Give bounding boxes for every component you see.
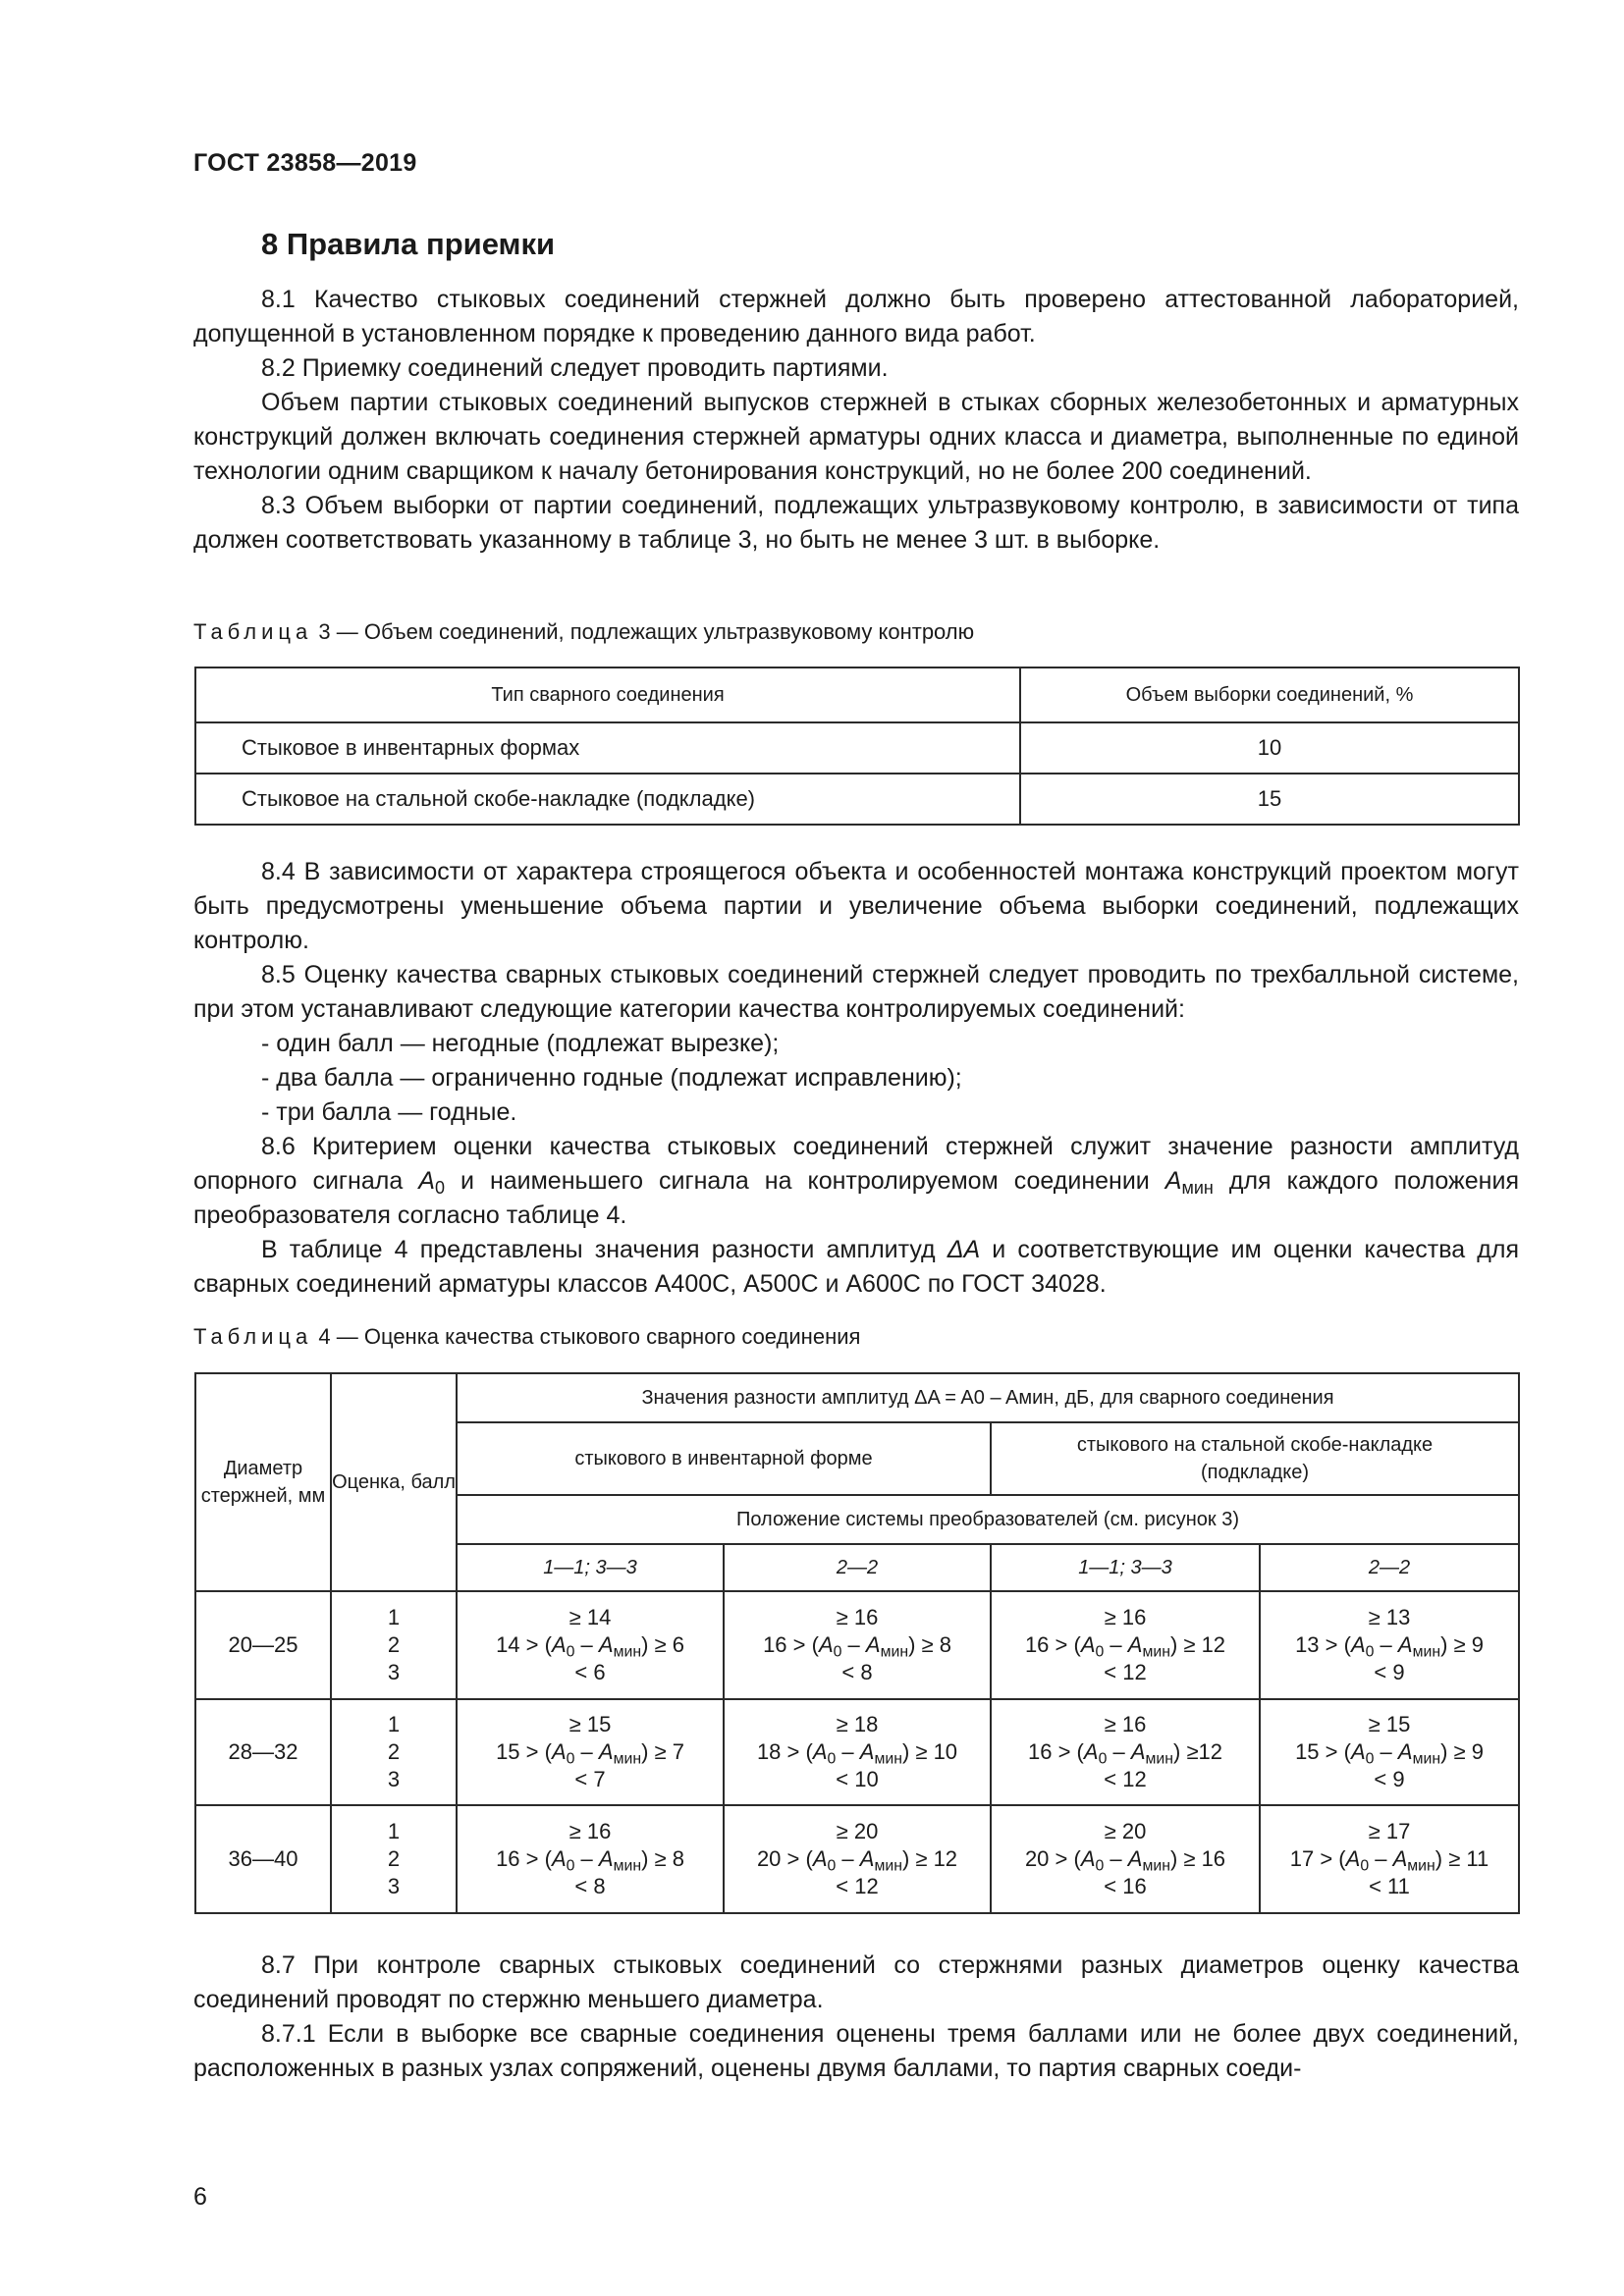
symbol-a0-subscript: 0 <box>1360 1857 1370 1875</box>
paragraph-8-7: 8.7 При контроле сварных стыковых соединений со стержнями разных диаметров оценку качества соединений проводят по стержню меньшего диаметра. <box>193 1951 1519 2013</box>
table-4-cell-criteria <box>1260 1699 1519 1805</box>
table-4-caption <box>193 1324 860 1350</box>
document-code: ГОСТ 23858—2019 <box>193 149 417 177</box>
table-3-cell-value: 15 <box>1020 774 1519 825</box>
criterion-mid-pre: 13 > ( <box>1295 1632 1351 1657</box>
criterion-top: ≥ 20 <box>1104 1819 1147 1843</box>
symbol-a0: A <box>818 1632 834 1657</box>
symbol-amin: A <box>865 1632 881 1657</box>
table-4-header-steel-plate: стыкового на стальной скобе-накладке (подкладке) <box>991 1422 1519 1495</box>
paragraph-8-6-part-c: для каждого положения преобразователя согласно таблице 4. <box>193 1167 1519 1229</box>
symbol-amin: A <box>1130 1739 1146 1764</box>
table-3-cell-value: 10 <box>1020 722 1519 774</box>
criterion-mid-post: ) ≥ 8 <box>641 1846 684 1871</box>
symbol-amin-subscript: мин <box>1412 1643 1441 1661</box>
symbol-amin: A <box>859 1846 875 1871</box>
criterion-top: ≥ 13 <box>1368 1605 1411 1629</box>
criterion-top: ≥ 16 <box>1104 1605 1147 1629</box>
symbol-a0: A <box>418 1167 435 1195</box>
symbol-a0-subscript: 0 <box>833 1643 842 1661</box>
criterion-mid: $20 > (A_0 - A_{мин}) \ge 12$ <box>756 1846 958 1875</box>
table-4-cell-criteria <box>457 1591 724 1699</box>
table-row <box>195 774 1519 825</box>
table-4-header-score: Оценка, балл <box>331 1373 457 1591</box>
table-3-cell-type: Стыковое в инвентарных формах <box>195 722 1020 774</box>
criterion-bot: < 12 <box>836 1874 879 1898</box>
criterion-mid-pre: 16 > ( <box>1024 1632 1081 1657</box>
table-4-cell-criteria <box>457 1805 724 1913</box>
page-number: 6 <box>193 2183 207 2211</box>
table-row <box>195 1591 1519 1699</box>
symbol-a0-subscript: 0 <box>1098 1750 1108 1768</box>
criterion-mid: $20 > (A_0 - A_{мин}) \ge 16$ <box>1024 1846 1226 1875</box>
paragraph-8-6-table-4-intro <box>193 1233 1519 1302</box>
table-4-caption-text: 4 — Оценка качества стыкового сварного соединения <box>318 1324 861 1349</box>
criterion-mid: $18 > (A_0 - A_{мин}) \ge 10$ <box>756 1739 958 1768</box>
criterion-mid-post: ) ≥ 11 <box>1435 1846 1489 1871</box>
paragraph-8-6b-part-b: и соответствующие им оценки качества для сварных соединений арматуры классов А400С, А500С и А600С по ГОСТ 34028. <box>193 1236 1519 1298</box>
score-value: 3 <box>387 1660 401 1684</box>
criterion-bot: < 11 <box>1369 1874 1410 1898</box>
symbol-amin-subscript: мин <box>1142 1643 1170 1661</box>
symbol-amin: A <box>1392 1846 1408 1871</box>
table-4-cell-scores <box>331 1591 457 1699</box>
criterion-bot: < 12 <box>1104 1767 1147 1791</box>
criterion-mid-post: ) ≥ 12 <box>901 1846 958 1871</box>
criterion-mid: $16 > (A_0 - A_{мин}) \ge 12$ <box>1024 1632 1226 1661</box>
symbol-amin-subscript: мин <box>613 1643 642 1661</box>
criterion-mid-post: ) ≥ 9 <box>1440 1632 1484 1657</box>
symbol-amin-subscript: мин <box>613 1750 642 1768</box>
symbol-a0-subscript: 0 <box>566 1857 575 1875</box>
paragraph-8-5: 8.5 Оценку качества сварных стыковых соединений стержней следует проводить по трехбалльной системе, при этом устанавливают следующие категории качества контролируемых соединений: <box>193 961 1519 1023</box>
table-4-pos-col: 2—2 <box>1260 1544 1519 1591</box>
table-4-pos-col: 1—1; 3—3 <box>457 1544 724 1591</box>
criterion-mid-pre: 20 > ( <box>1024 1846 1081 1871</box>
list-item: - один балл — негодные (подлежат вырезке); <box>261 1030 780 1057</box>
symbol-delta-a: ΔA <box>947 1236 981 1263</box>
symbol-amin: A <box>1164 1167 1182 1195</box>
criterion-mid-post: ) ≥ 8 <box>908 1632 951 1657</box>
table-4-cell-diameter: 36—40 <box>195 1805 331 1913</box>
score-value: 2 <box>387 1846 401 1871</box>
table-4-cell-criteria <box>991 1591 1260 1699</box>
table-4-pos-col: 1—1; 3—3 <box>991 1544 1260 1591</box>
symbol-a0-subscript: 0 <box>1095 1643 1105 1661</box>
criterion-mid-pre: 18 > ( <box>756 1739 813 1764</box>
criterion-mid-pre: 17 > ( <box>1289 1846 1346 1871</box>
paragraph-8-6 <box>193 1130 1519 1233</box>
criterion-mid-post: ) ≥ 16 <box>1169 1846 1226 1871</box>
criterion-top: ≥ 14 <box>568 1605 612 1629</box>
symbol-a0-subscript: 0 <box>827 1750 837 1768</box>
table-4-header-row-1 <box>195 1373 1519 1422</box>
symbol-amin: A <box>1127 1632 1143 1657</box>
criterion-bot: < 12 <box>1104 1660 1147 1684</box>
criterion-mid: $17 > (A_0 - A_{мин}) \ge 11$ <box>1289 1846 1489 1875</box>
criterion-mid: $15 > (A_0 - A_{мин}) \ge 9$ <box>1295 1739 1484 1768</box>
criterion-mid-post: ) ≥ 6 <box>641 1632 684 1657</box>
criterion-mid-pre: 16 > ( <box>763 1632 819 1657</box>
criterion-bot: < 16 <box>1104 1874 1147 1898</box>
score-value: 1 <box>387 1605 401 1629</box>
table-3-header-row <box>195 667 1519 722</box>
symbol-a0: A <box>1350 1632 1366 1657</box>
criterion-mid: $16 > (A_0 - A_{мин}) \ge 8$ <box>496 1846 684 1875</box>
criterion-mid-pre: 15 > ( <box>496 1739 552 1764</box>
symbol-a0: A <box>1083 1739 1099 1764</box>
score-value: 2 <box>387 1739 401 1764</box>
table-row <box>195 722 1519 774</box>
text-block-8-1-to-8-3 <box>193 283 1519 558</box>
symbol-amin-subscript: мин <box>874 1857 902 1875</box>
symbol-amin: A <box>859 1739 875 1764</box>
paragraph-8-6-part-b: и наименьшего сигнала на контролируемом соединении <box>444 1167 1165 1195</box>
list-item: - три балла — годные. <box>261 1098 517 1126</box>
criterion-bot: < 8 <box>841 1660 873 1684</box>
table-4-cell-criteria <box>1260 1591 1519 1699</box>
paragraph-8-6-part-a: 8.6 Критерием оценки качества стыковых соединений стержней служит значение разности амплитуд опорного сигнала <box>193 1133 1519 1195</box>
criterion-top: ≥ 18 <box>836 1712 879 1736</box>
symbol-amin: A <box>1127 1846 1143 1871</box>
table-3-header-type: Тип сварного соединения <box>195 667 1020 722</box>
paragraph-8-7-1: 8.7.1 Если в выборке все сварные соединения оценены тремя баллами или не более двух соединений, расположенных в разных узлах сопряжений, оценены двумя баллами, то партия сварных соеди- <box>193 2020 1519 2082</box>
criterion-mid-post: ) ≥ 9 <box>1440 1739 1484 1764</box>
criterion-bot: < 9 <box>1374 1660 1405 1684</box>
table-4-header-inventory-form: стыкового в инвентарной форме <box>457 1422 991 1495</box>
criterion-mid-pre: 15 > ( <box>1295 1739 1351 1764</box>
table-4-cell-criteria <box>724 1591 991 1699</box>
criterion-top: ≥ 17 <box>1368 1819 1411 1843</box>
criterion-top: ≥ 15 <box>568 1712 612 1736</box>
criterion-mid-post: ) ≥ 7 <box>641 1739 684 1764</box>
table-row <box>195 1699 1519 1805</box>
table-3-caption-text: 3 — Объем соединений, подлежащих ультразвуковому контролю <box>318 619 975 644</box>
table-4-cell-criteria <box>1260 1805 1519 1913</box>
symbol-amin: A <box>598 1846 614 1871</box>
score-value: 3 <box>387 1874 401 1898</box>
symbol-a0: A <box>812 1739 828 1764</box>
symbol-amin-subscript: мин <box>1407 1857 1435 1875</box>
paragraph-8-2: 8.2 Приемку соединений следует проводить партиями. <box>261 354 889 382</box>
criterion-mid: $14 > (A_0 - A_{мин}) \ge 6$ <box>496 1632 684 1661</box>
criterion-bot: < 8 <box>574 1874 606 1898</box>
criterion-top: ≥ 16 <box>568 1819 612 1843</box>
table-4-cell-scores <box>331 1805 457 1913</box>
text-block-8-7 <box>193 1949 1519 2086</box>
table-4-cell-criteria <box>991 1805 1260 1913</box>
symbol-amin-subscript: мин <box>1142 1857 1170 1875</box>
score-value: 1 <box>387 1819 401 1843</box>
section-title: 8 Правила приемки <box>261 227 556 261</box>
criterion-top: ≥ 16 <box>1104 1712 1147 1736</box>
table-4-pos-col: 2—2 <box>724 1544 991 1591</box>
symbol-a0-subscript: 0 <box>434 1178 445 1199</box>
table-4-caption-word: Таблица <box>193 1324 313 1349</box>
criterion-top: ≥ 20 <box>836 1819 879 1843</box>
criterion-top: ≥ 15 <box>1368 1712 1411 1736</box>
criterion-mid: $16 > (A_0 - A_{мин}) \ge 8$ <box>763 1632 951 1661</box>
criterion-mid-post: ) ≥ 10 <box>901 1739 958 1764</box>
symbol-amin-subscript: мин <box>613 1857 642 1875</box>
criterion-mid-pre: 16 > ( <box>1028 1739 1084 1764</box>
table-4-cell-criteria <box>457 1699 724 1805</box>
criterion-mid-pre: 14 > ( <box>496 1632 552 1657</box>
paragraph-8-4: 8.4 В зависимости от характера строящегося объекта и особенностей монтажа конструкций проектом могут быть предусмотрены уменьшение объема партии и увеличение объема выборки соединений, подлежащих контролю. <box>193 858 1519 954</box>
table-3-caption <box>193 619 974 645</box>
symbol-a0: A <box>1080 1632 1096 1657</box>
symbol-a0-subscript: 0 <box>1365 1643 1375 1661</box>
paragraph-8-6b-part-a: В таблице 4 представлены значения разности амплитуд <box>261 1236 947 1263</box>
criterion-mid-post: ) ≥12 <box>1173 1739 1222 1764</box>
list-item: - два балла — ограниченно годные (подлежат исправлению); <box>261 1064 962 1092</box>
symbol-a0-subscript: 0 <box>1365 1750 1375 1768</box>
criterion-mid-pre: 16 > ( <box>496 1846 552 1871</box>
table-4 <box>194 1372 1520 1914</box>
table-4-cell-scores <box>331 1699 457 1805</box>
score-value: 3 <box>387 1767 401 1791</box>
symbol-amin-subscript: мин <box>1145 1750 1173 1768</box>
table-4-cell-criteria <box>991 1699 1260 1805</box>
symbol-a0: A <box>1080 1846 1096 1871</box>
score-value: 2 <box>387 1632 401 1657</box>
score-value: 1 <box>387 1712 401 1736</box>
symbol-a0: A <box>551 1739 567 1764</box>
symbol-amin-subscript: мин <box>880 1643 909 1661</box>
criterion-top: ≥ 16 <box>836 1605 879 1629</box>
symbol-amin: A <box>598 1632 614 1657</box>
table-3-cell-type: Стыковое на стальной скобе-накладке (подкладке) <box>195 774 1020 825</box>
table-4-cell-diameter: 28—32 <box>195 1699 331 1805</box>
table-4-cell-criteria <box>724 1805 991 1913</box>
symbol-a0-subscript: 0 <box>827 1857 837 1875</box>
table-row <box>195 1805 1519 1913</box>
criterion-mid-pre: 20 > ( <box>756 1846 813 1871</box>
symbol-a0: A <box>1345 1846 1361 1871</box>
table-4-header-main: Значения разности амплитуд ΔA = A0 – Aмин, дБ, для сварного соединения <box>457 1373 1519 1422</box>
criterion-bot: < 7 <box>574 1767 606 1791</box>
paragraph-8-1: 8.1 Качество стыковых соединений стержней должно быть проверено аттестованной лабораторией, допущенной в установленном порядке к проведению данного вида работ. <box>193 286 1519 347</box>
text-block-8-4-to-8-6 <box>193 855 1519 1302</box>
criterion-mid: $15 > (A_0 - A_{мин}) \ge 7$ <box>496 1739 684 1768</box>
symbol-amin: A <box>1397 1739 1413 1764</box>
symbol-a0: A <box>1350 1739 1366 1764</box>
criterion-bot: < 10 <box>836 1767 879 1791</box>
paragraph-8-3: 8.3 Объем выборки от партии соединений, подлежащих ультразвуковому контролю, в зависимости от типа должен соответствовать указанному в таблице 3, но быть не менее 3 шт. в выборке. <box>193 492 1519 554</box>
criterion-mid-post: ) ≥ 12 <box>1169 1632 1226 1657</box>
symbol-a0-subscript: 0 <box>1095 1857 1105 1875</box>
symbol-a0-subscript: 0 <box>566 1750 575 1768</box>
paragraph-8-2-volume: Объем партии стыковых соединений выпусков стержней в стыках сборных железобетонных и арматурных конструкций должен включать соединения стержней арматуры одних класса и диаметра, выполненные по единой технологии одним сварщиком к началу бетонирования конструкций, но не более 200 соединений. <box>193 389 1519 485</box>
table-4-header-position: Положение системы преобразователей (см. рисунок 3) <box>457 1495 1519 1544</box>
symbol-amin-subscript: мин <box>1412 1750 1441 1768</box>
criterion-bot: < 9 <box>1374 1767 1405 1791</box>
table-3 <box>194 667 1520 826</box>
symbol-amin-subscript: мин <box>874 1750 902 1768</box>
criterion-mid: $16 > (A_0 - A_{мин}) \ge 12$ <box>1028 1739 1222 1768</box>
symbol-amin: A <box>598 1739 614 1764</box>
symbol-amin-subscript: мин <box>1181 1178 1214 1199</box>
symbol-a0: A <box>812 1846 828 1871</box>
symbol-amin: A <box>1397 1632 1413 1657</box>
symbol-a0: A <box>551 1632 567 1657</box>
criterion-bot: < 6 <box>574 1660 606 1684</box>
symbol-a0: A <box>551 1846 567 1871</box>
criterion-mid: $13 > (A_0 - A_{мин}) \ge 9$ <box>1295 1632 1484 1661</box>
table-3-caption-word: Таблица <box>193 619 313 644</box>
table-4-cell-criteria <box>724 1699 991 1805</box>
table-4-header-diameter: Диаметр стержней, мм <box>195 1373 331 1591</box>
table-3-header-volume: Объем выборки соединений, % <box>1020 667 1519 722</box>
symbol-a0-subscript: 0 <box>566 1643 575 1661</box>
table-4-cell-diameter: 20—25 <box>195 1591 331 1699</box>
